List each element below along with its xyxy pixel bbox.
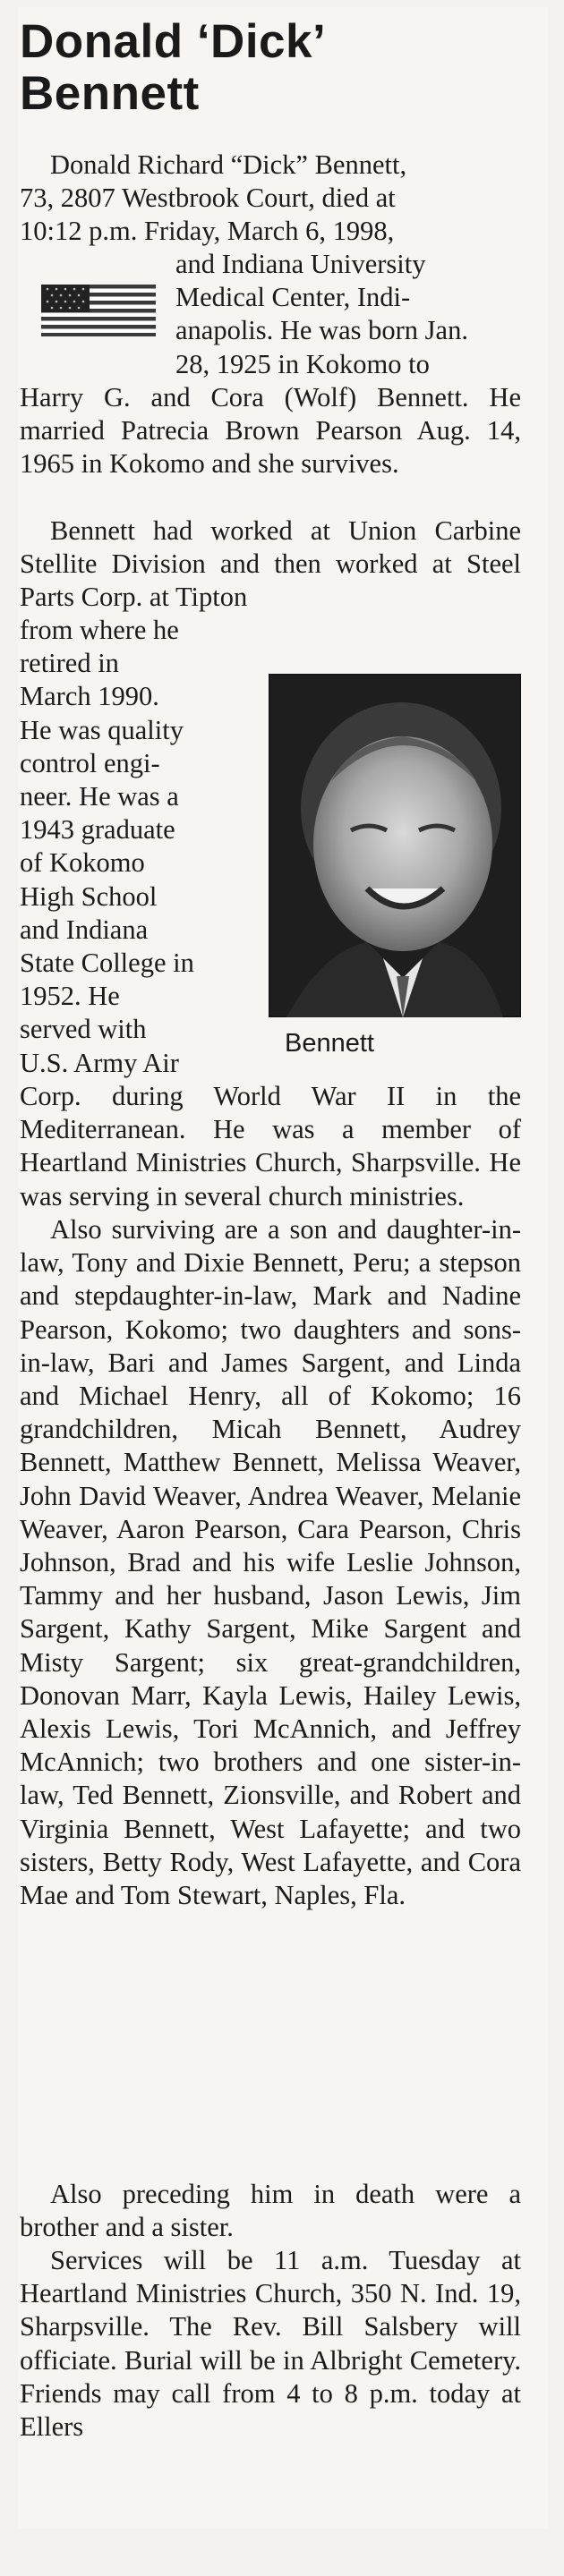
headline-line-2: Bennett <box>20 67 200 120</box>
career-paragraph-top <box>20 514 521 615</box>
career-paragraph-rest <box>20 1080 521 1213</box>
career-wrap-line-1: from where he <box>20 615 179 645</box>
career-wrap-line-4: He was quality <box>20 714 184 745</box>
preceded-text: Also preceding him in death were a brother and a sister. <box>20 2179 521 2243</box>
career-wrap-line-10: and Indiana <box>20 914 149 945</box>
career-wrap-line-7: 1943 graduate <box>20 814 175 846</box>
career-wrap-line-8: of Kokomo <box>20 847 145 879</box>
career-wrap-line-5: control engi- <box>20 747 160 778</box>
lead-paragraph-top <box>20 149 521 249</box>
lead-paragraph-rest <box>20 381 521 481</box>
lead-paragraph-wrap <box>175 248 521 381</box>
career-wrap-line-14: U.S. Army Air <box>20 1047 179 1078</box>
lead-rest-text: Harry G. and Cora (Wolf) Bennett. He married Patrecia Brown Pearson Aug. 14, 1965 in Kokomo and she survives. <box>20 382 521 480</box>
career-paragraph-wrap <box>20 614 266 1080</box>
headline-line-1: Donald ‘Dick’ <box>20 15 327 68</box>
lead-wrap-line-1: and Indiana University <box>175 249 426 279</box>
lead-wrap-line-2: Medical Center, Indi- <box>175 282 411 313</box>
headline <box>20 16 521 120</box>
portrait-photo <box>269 674 521 1017</box>
career-wrap-line-11: State College in <box>20 948 194 979</box>
photo-caption: Bennett <box>285 1029 374 1058</box>
american-flag-icon <box>41 285 156 336</box>
career-wrap-line-12: 1952. He <box>20 981 120 1012</box>
career-full-text: Bennett had worked at Union Carbine Stellite Division and then worked at Steel Parts Corp. at Tipton <box>20 515 521 613</box>
lead-line-3: 10:12 p.m. Friday, March 6, 1998, <box>20 216 395 247</box>
career-wrap-line-6: neer. He was a <box>20 781 179 812</box>
services-text: Services will be 11 a.m. Tuesday at Heartland Ministries Church, 350 N. Ind. 19, Sharpsville. The Rev. Bill Salsbery will officiate. Burial will be in Albright Cemetery. Friends may call from 4 to 8 p.m. today at Ellers <box>20 2245 521 2443</box>
career-wrap-line-13: served with <box>20 1014 147 1045</box>
career-wrap-line-2: retired in <box>20 648 119 679</box>
page-cutoff <box>0 2529 564 2576</box>
career-rest-text: Corp. during World War II in the Mediterranean. He was a member of Heartland Ministries Church, Sharpsville. He was serving in several church ministries. <box>20 1081 521 1211</box>
services-paragraph <box>20 2244 521 2444</box>
survivors-text: Also surviving are a son and daughter-in-law, Tony and Dixie Bennett, Peru; a stepson and stepdaughter-in-law, Mark and Nadine Pearson, Kokomo; two daughters and sons-in-law, Bari and James Sargent, and Linda and Michael Henry, all of Kokomo; 16 grandchildren, Micah Bennett, Audrey Bennett, Matthew Bennett, Melissa Weaver, John David Weaver, Andrea Weaver, Melanie Weaver, Aaron Pearson, Cara Pearson, Chris Johnson, Brad and his wife Leslie Johnson, Tammy and her husband, Jason Lewis, Jim Sargent, Kathy Sargent, Mike Sargent and Misty Sargent; six great-grandchildren, Donovan Marr, Kayla Lewis, Hailey Lewis, Alexis Lewis, Tori McAnnich, and Jeffrey McAnnich; two brothers and one sister-in-law, Ted Bennett, Zionsville, and Robert and Virginia Bennett, West Lafayette; and two sisters, Betty Rody, West Lafayette, and Cora Mae and Tom Stewart, Naples, Fla. <box>20 1214 521 1911</box>
lead-line-1: Donald Richard “Dick” Bennett, <box>50 149 407 180</box>
preceded-paragraph <box>20 2178 521 2244</box>
career-wrap-line-3: March 1990. <box>20 681 159 712</box>
survivors-paragraph <box>20 1213 521 1912</box>
lead-wrap-line-4: 28, 1925 in Kokomo to <box>175 348 430 379</box>
lead-line-2: 73, 2807 Westbrook Court, died at <box>20 183 396 214</box>
lead-wrap-line-3: anapolis. He was born Jan. <box>175 315 468 346</box>
career-wrap-line-9: High School <box>20 880 158 912</box>
